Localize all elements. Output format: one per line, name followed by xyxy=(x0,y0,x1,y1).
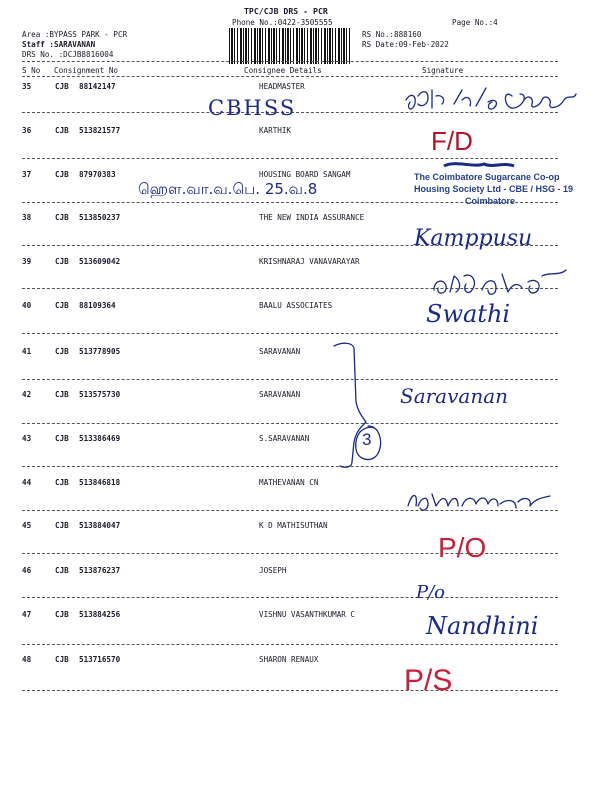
handwritten-po-mark-small: P/o xyxy=(416,582,446,603)
row-divider xyxy=(22,597,558,598)
row-consignment-no: 513821577 xyxy=(79,126,121,135)
row-divider xyxy=(22,379,558,380)
row-consignee: SARAVANAN xyxy=(259,347,301,356)
row-cjb: CJB xyxy=(55,82,69,91)
row-cjb: CJB xyxy=(55,390,69,399)
column-signature: Signature xyxy=(422,66,464,75)
row-sno: 38 xyxy=(22,213,32,222)
circled-number: 3 xyxy=(362,430,372,449)
staff-field: Staff :SARAVANAN xyxy=(22,40,96,49)
row-consignment-no: 513386469 xyxy=(79,434,121,443)
row-cjb: CJB xyxy=(55,170,69,179)
row-sno: 41 xyxy=(22,347,32,356)
row-consignment-no: 513609042 xyxy=(79,257,121,266)
row-cjb: CJB xyxy=(55,347,69,356)
handwritten-cbhss: CBHSS xyxy=(208,96,297,120)
row-consignee: KRISHNARAJ VANAVARAYAR xyxy=(259,257,360,266)
signature-kamppusu: Kamppusu xyxy=(414,226,533,251)
barcode-image xyxy=(229,28,351,64)
signature-tamil-krishnaraj xyxy=(430,268,570,300)
row-sno: 46 xyxy=(22,566,32,575)
row-consignee: KARTHIK xyxy=(259,126,292,135)
stamp-line-1: The Coimbatore Sugarcane Co-op xyxy=(414,172,560,182)
row-cjb: CJB xyxy=(55,655,69,664)
phone-number: Phone No.:0422-3505555 xyxy=(232,18,333,27)
row-sno: 42 xyxy=(22,390,32,399)
row-consignee: BAALU ASSOCIATES xyxy=(259,301,333,310)
row-cjb: CJB xyxy=(55,434,69,443)
signature-swathi: Swathi xyxy=(426,300,511,328)
row-sno: 43 xyxy=(22,434,32,443)
row-consignment-no: 513884047 xyxy=(79,521,121,530)
row-consignee: HEADMASTER xyxy=(259,82,305,91)
row-consignment-no: 513778905 xyxy=(79,347,121,356)
row-sno: 39 xyxy=(22,257,32,266)
row-consignment-no: 513850237 xyxy=(79,213,121,222)
row-cjb: CJB xyxy=(55,257,69,266)
row-cjb: CJB xyxy=(55,521,69,530)
row-divider xyxy=(22,690,558,691)
row-consignment-no: 513884256 xyxy=(79,610,121,619)
row-consignment-no: 87970383 xyxy=(79,170,116,179)
row-consignee: MATHEVANAN CN xyxy=(259,478,319,487)
row-cjb: CJB xyxy=(55,213,69,222)
row-cjb: CJB xyxy=(55,566,69,575)
handwritten-ps-mark: P/S xyxy=(404,664,453,697)
row-consignee: VISHNU VASANTHKUMAR C xyxy=(259,610,356,619)
row-consignee: K D MATHISUTHAN xyxy=(259,521,328,530)
drs-number: DRS No. :DCJB8816004 xyxy=(22,50,114,59)
handwritten-fd-mark: F/D xyxy=(431,126,473,156)
row-sno: 48 xyxy=(22,655,32,664)
sheet-title: TPC/CJB DRS - PCR xyxy=(244,6,328,16)
row-sno: 45 xyxy=(22,521,32,530)
row-consignment-no: 513575730 xyxy=(79,390,121,399)
row-consignee: JOSEPH xyxy=(259,566,287,575)
header-rule-bottom xyxy=(22,76,558,77)
row-cjb: CJB xyxy=(55,126,69,135)
row-consignment-no: 88109364 xyxy=(79,301,116,310)
row-divider xyxy=(22,423,558,424)
row-sno: 35 xyxy=(22,82,32,91)
row-sno: 40 xyxy=(22,301,32,310)
row-cjb: CJB xyxy=(55,610,69,619)
row-sno: 36 xyxy=(22,126,32,135)
row-consignment-no: 513716570 xyxy=(79,655,121,664)
row-sno: 37 xyxy=(22,170,32,179)
row-sno: 44 xyxy=(22,478,32,487)
row-consignee: SHARON RENAUX xyxy=(259,655,319,664)
column-consignment: Consignment No xyxy=(54,66,119,75)
row-cjb: CJB xyxy=(55,301,69,310)
row-consignee: SARAVANAN xyxy=(259,390,301,399)
rs-number: RS No.:888160 xyxy=(362,30,422,39)
row-divider xyxy=(22,644,558,645)
rs-date: RS Date:09-Feb-2022 xyxy=(362,40,449,49)
signature-saravanan: Saravanan xyxy=(400,384,509,408)
handwritten-tamil-note: ஹௌ.வா.வ.பெ. 25.வ.8 xyxy=(138,180,318,198)
row-consignee: THE NEW INDIA ASSURANCE xyxy=(259,213,365,222)
signature-mathevanan xyxy=(404,486,554,516)
header-rule-top xyxy=(22,61,558,62)
stamp-line-2: Housing Society Ltd - CBE / HSG - 19 xyxy=(414,184,574,194)
area-field: Area :BYPASS PARK - PCR xyxy=(22,30,128,39)
column-consignee: Consignee Details xyxy=(244,66,322,75)
handwritten-po-mark: P/O xyxy=(438,532,487,563)
row-consignee: HOUSING BOARD SANGAM xyxy=(259,170,351,179)
row-sno: 47 xyxy=(22,610,32,619)
stamp-line-3: Coimbatore xyxy=(465,196,516,206)
signature-headmaster xyxy=(402,82,580,118)
row-divider xyxy=(22,158,558,159)
page-number: Page No.:4 xyxy=(452,18,498,27)
row-consignment-no: 513876237 xyxy=(79,566,121,575)
row-divider xyxy=(22,333,558,334)
row-consignment-no: 513846818 xyxy=(79,478,121,487)
row-divider xyxy=(22,466,558,467)
row-consignee: S.SARAVANAN xyxy=(259,434,310,443)
signature-nandhini: Nandhini xyxy=(426,612,539,640)
row-consignment-no: 88142147 xyxy=(79,82,116,91)
column-sno: S No xyxy=(22,66,41,75)
row-cjb: CJB xyxy=(55,478,69,487)
